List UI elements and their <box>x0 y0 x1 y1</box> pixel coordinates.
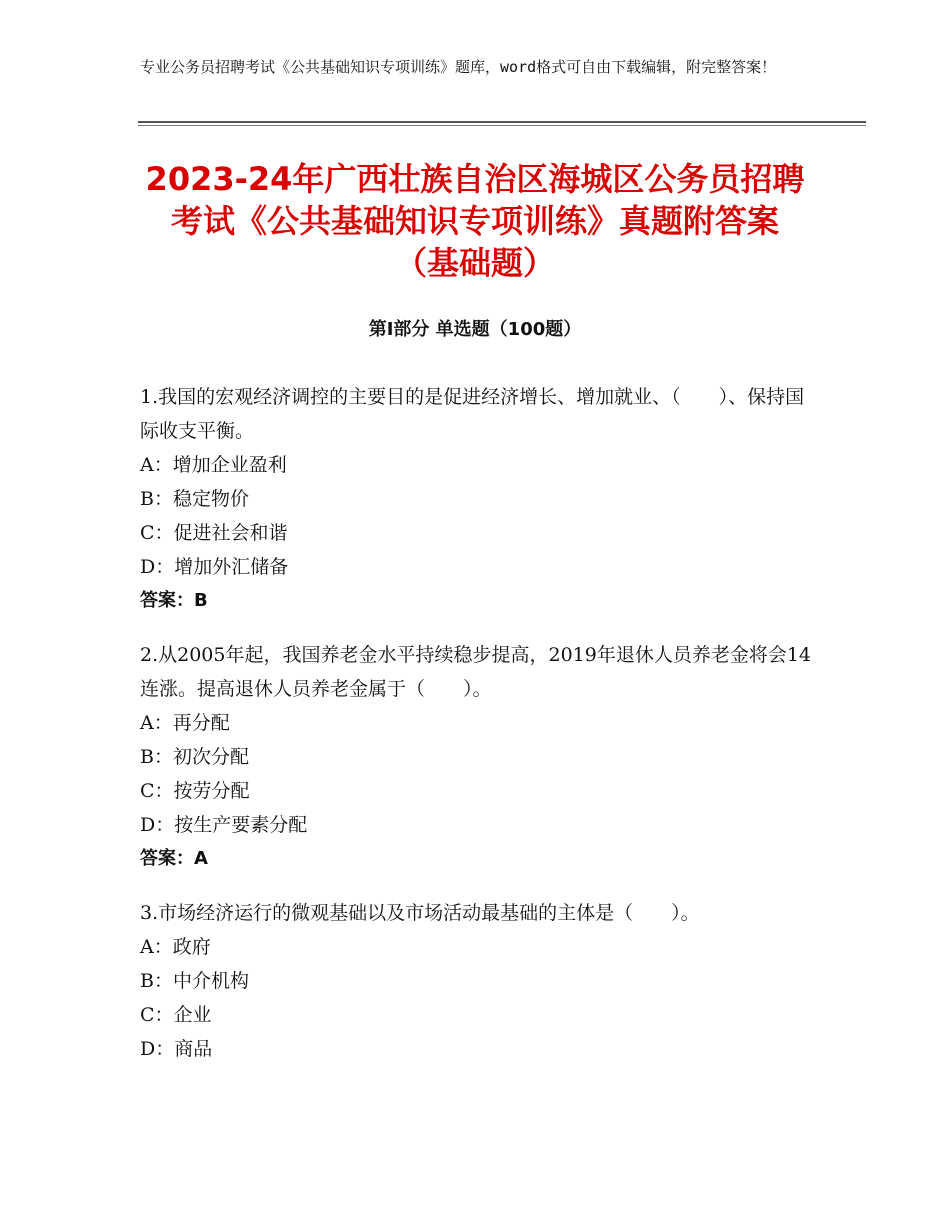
option-d: D：增加外汇储备 <box>140 556 289 578</box>
option-b: B：中介机构 <box>140 970 249 992</box>
question-list <box>140 380 820 1086</box>
option-a: A：政府 <box>140 936 211 958</box>
section-title: 第Ⅰ部分 单选题（100题） <box>368 319 582 340</box>
question-stem: 3.市场经济运行的微观基础以及市场活动最基础的主体是（ ）。 <box>140 902 700 924</box>
option-c: C：促进社会和谐 <box>140 522 288 544</box>
option-d: D：商品 <box>140 1038 213 1060</box>
question-2 <box>140 638 820 876</box>
option-c: C：企业 <box>140 1004 212 1026</box>
question-stem: 1.我国的宏观经济调控的主要目的是促进经济增长、增加就业、（ ）、保持国际收支平衡。 <box>140 386 805 442</box>
header-note: 专业公务员招聘考试《公共基础知识专项训练》题库，word格式可自由下载编辑，附完整答案！ <box>140 58 777 76</box>
option-c: C：按劳分配 <box>140 780 250 802</box>
header-divider <box>138 121 866 123</box>
option-a: A：再分配 <box>140 712 230 734</box>
answer: 答案：B <box>140 590 208 611</box>
question-3 <box>140 896 820 1066</box>
question-stem: 2.从2005年起，我国养老金水平持续稳步提高，2019年退休人员养老金将会14连涨。提高退休人员养老金属于（ ）。 <box>140 644 812 700</box>
header-divider-thin <box>138 125 866 126</box>
answer: 答案：A <box>140 848 208 869</box>
document-title: 2023-24年广西壮族自治区海城区公务员招聘考试《公共基础知识专项训练》真题附答案（基础题） <box>145 160 805 282</box>
option-b: B：初次分配 <box>140 746 249 768</box>
option-b: B：稳定物价 <box>140 488 249 510</box>
option-d: D：按生产要素分配 <box>140 814 308 836</box>
question-1 <box>140 380 820 618</box>
option-a: A：增加企业盈利 <box>140 454 287 476</box>
